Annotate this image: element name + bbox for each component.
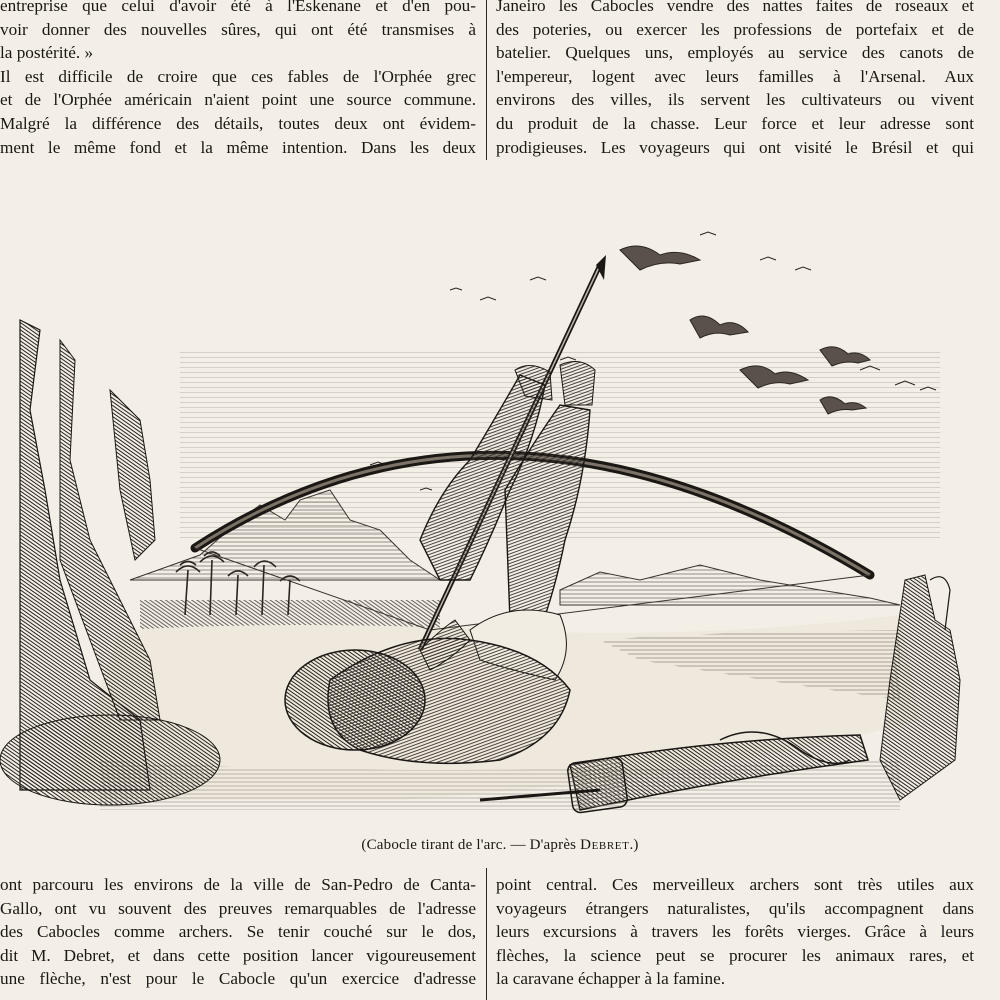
text-line: Il est difficile de croire que ces fables de l'Orphée grec — [0, 66, 476, 86]
text-line: batelier. Quelques uns, employés au service des canots de — [496, 43, 974, 63]
bottom-left-column — [0, 873, 476, 991]
engraving-illustration — [0, 160, 1000, 820]
text-line: ment le même fond et la même intention. Dans les deux — [0, 137, 476, 157]
text-line: et de l'Orphée américain n'aient point une source commune. — [0, 90, 476, 110]
text-line: voyageurs étrangers naturalistes, qu'ils accompagnent dans — [496, 898, 974, 918]
text-line: entreprise que celui d'avoir été à l'Eskenane et d'en pou- — [0, 0, 476, 15]
text-line: ont parcouru les environs de la ville de San-Pedro de Canta- — [0, 875, 476, 894]
text-line: des poteries, ou exercer les professions de portefaix et de — [496, 19, 974, 39]
text-line: une flèche, n'est pour le Cabocle qu'un exercice d'adresse — [0, 969, 476, 989]
text-line: dit M. Debret, et dans cette position lancer vigoureusement — [0, 945, 476, 965]
text-line: la postérité. » — [0, 43, 94, 63]
illustration-caption — [0, 837, 1000, 854]
text-line: environs des villes, ils servent les cultivateurs ou vivent — [496, 90, 974, 110]
top-left-column — [0, 0, 476, 159]
text-line: prodigieuses. Les voyageurs qui ont visité le Brésil et qui — [496, 137, 974, 157]
text-line: leurs excursions à travers les forêts vierges. Grâce à leurs — [496, 922, 974, 942]
text-line: la caravane échapper à la famine. — [496, 969, 726, 989]
text-line: Malgré la différence des détails, toutes deux ont évidem- — [0, 113, 476, 133]
caption-author: Debret — [580, 837, 630, 853]
text-line: Janeiro les Cabocles vendre des nattes faites de roseaux et — [496, 0, 974, 15]
caption-end: .) — [629, 837, 639, 853]
bottom-right-column — [496, 873, 974, 991]
top-right-column — [496, 0, 974, 159]
text-line: du produit de la chasse. Leur force et leur adresse sont — [496, 113, 974, 133]
text-line: Gallo, ont vu souvent des preuves remarquables de l'adresse — [0, 898, 476, 918]
text-line: l'empereur, logent avec leurs familles à l'Arsenal. Aux — [496, 66, 974, 86]
text-line: point central. Ces merveilleux archers sont très utiles aux — [496, 875, 974, 894]
column-divider — [486, 0, 487, 160]
right-cactus — [880, 575, 960, 800]
caption-text: (Cabocle tirant de l'arc. — D'après — [361, 837, 581, 853]
column-divider — [486, 868, 487, 1000]
text-line: voir donner des nouvelles sûres, qui ont été transmises à — [0, 19, 476, 39]
text-line: flèches, la science peut se procurer les animaux rares, et — [496, 945, 974, 965]
text-line: des Cabocles comme archers. Se tenir couché sur le dos, — [0, 922, 476, 942]
